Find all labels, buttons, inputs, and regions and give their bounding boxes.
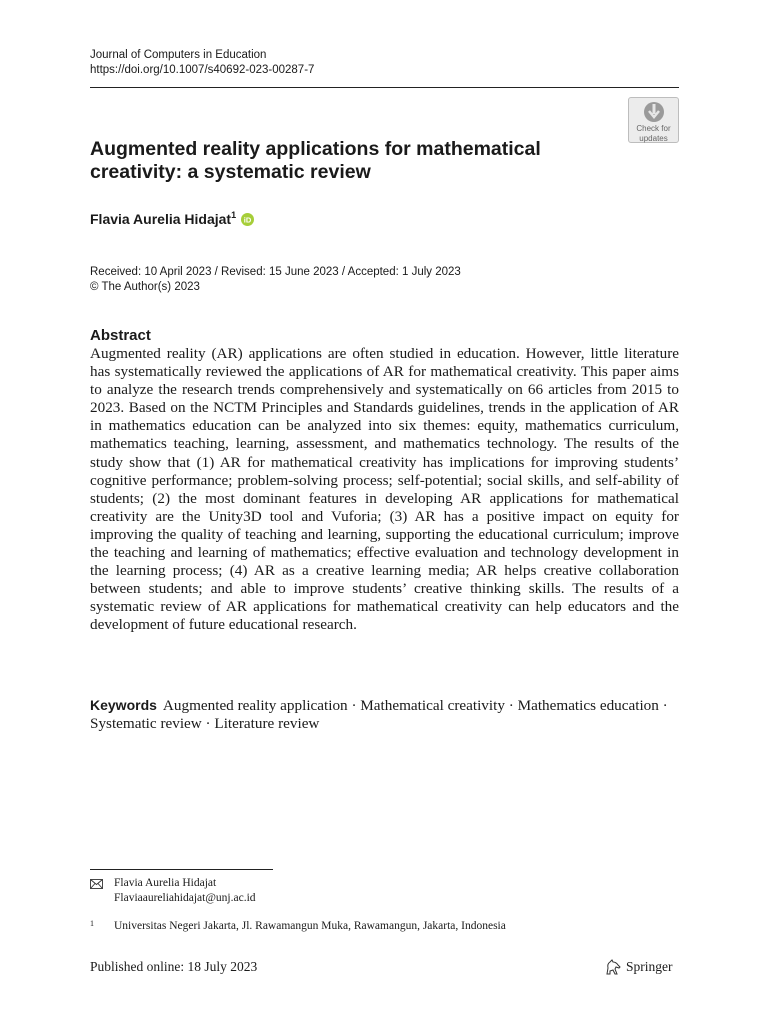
springer-horse-icon <box>604 959 622 975</box>
badge-line1: Check for <box>636 124 671 133</box>
title-line-2: creativity: a systematic review <box>90 161 371 183</box>
article-title <box>90 138 610 184</box>
doi-link[interactable]: https://doi.org/10.1007/s40692-023-00287-7 <box>90 64 315 76</box>
envelope-icon <box>90 879 103 889</box>
keywords-list: Augmented reality application · Mathematical creativity · Mathematics education · Systematic review · Literature review <box>90 697 668 733</box>
corresponding-author-email[interactable]: Flaviaaureliahidajat@unj.ac.id <box>114 892 256 904</box>
badge-line2: updates <box>639 134 668 143</box>
copyright: © The Author(s) 2023 <box>90 281 200 293</box>
published-online: Published online: 18 July 2023 <box>90 959 258 974</box>
footnote-divider <box>90 869 273 870</box>
running-header <box>90 48 314 78</box>
abstract-heading: Abstract <box>90 327 151 344</box>
journal-name: Journal of Computers in Education <box>90 49 267 61</box>
correspondence <box>90 876 256 906</box>
orcid-icon[interactable] <box>241 213 254 226</box>
abstract-text: Augmented reality (AR) applications are often studied in education. However, little literature has systematically reviewed the applications of AR for mathematical creativity. This paper aims to analyze the research trends comprehensively and systematically on 66 articles from 2015 to 2023. Based on the NCTM Principles and Standards guidelines, trends in the application of AR in mathematics education can be analyzed into six themes: equity, mathematics curriculum, mathematics teaching, learning, assessment, and mathematics technology. The results of the study show that (1) AR for mathematical creativity has implications for improving students’ cognitive performance; problem-solving process; self-potential; social skills, and self-ability of students; (2) the most dominant features in developing AR applications for mathematical creativity are the Unity3D tool and Vuforia; (3) AR has a positive impact on equity for improving the quality of teaching and learning, supporting the educational curriculum; improve the teaching and learning of mathematics; effective evaluation and technology development in the learning process; (4) AR as a creative learning media; AR helps creative collaboration between students; and able to improve students’ creative thinking skills. The results of a systematic review of AR applications for mathematical creativity can help educators and the development of future educational research. <box>90 345 679 634</box>
svg-text:iD: iD <box>243 215 252 225</box>
check-for-updates-badge[interactable] <box>628 97 679 143</box>
title-line-1: Augmented reality applications for mathematical <box>90 138 541 160</box>
publisher-name: Springer <box>626 959 673 974</box>
publisher-logo <box>604 959 673 975</box>
affiliation <box>90 919 506 934</box>
author-name[interactable]: Flavia Aurelia Hidajat <box>90 211 232 227</box>
author-line <box>90 206 254 228</box>
affiliation-number: 1 <box>90 919 94 928</box>
date-history: Received: 10 April 2023 / Revised: 15 June 2023 / Accepted: 1 July 2023 <box>90 266 461 278</box>
affiliation-text: Universitas Negeri Jakarta, Jl. Rawamangun Muka, Rawamangun, Jakarta, Indonesia <box>114 920 506 932</box>
keywords-label: Keywords <box>90 697 157 713</box>
article-dates <box>90 265 461 295</box>
keywords <box>90 696 679 733</box>
affiliation-mark: 1 <box>231 210 237 220</box>
check-updates-icon <box>643 101 665 123</box>
header-divider <box>90 87 679 88</box>
corresponding-author-name: Flavia Aurelia Hidajat <box>114 877 217 889</box>
